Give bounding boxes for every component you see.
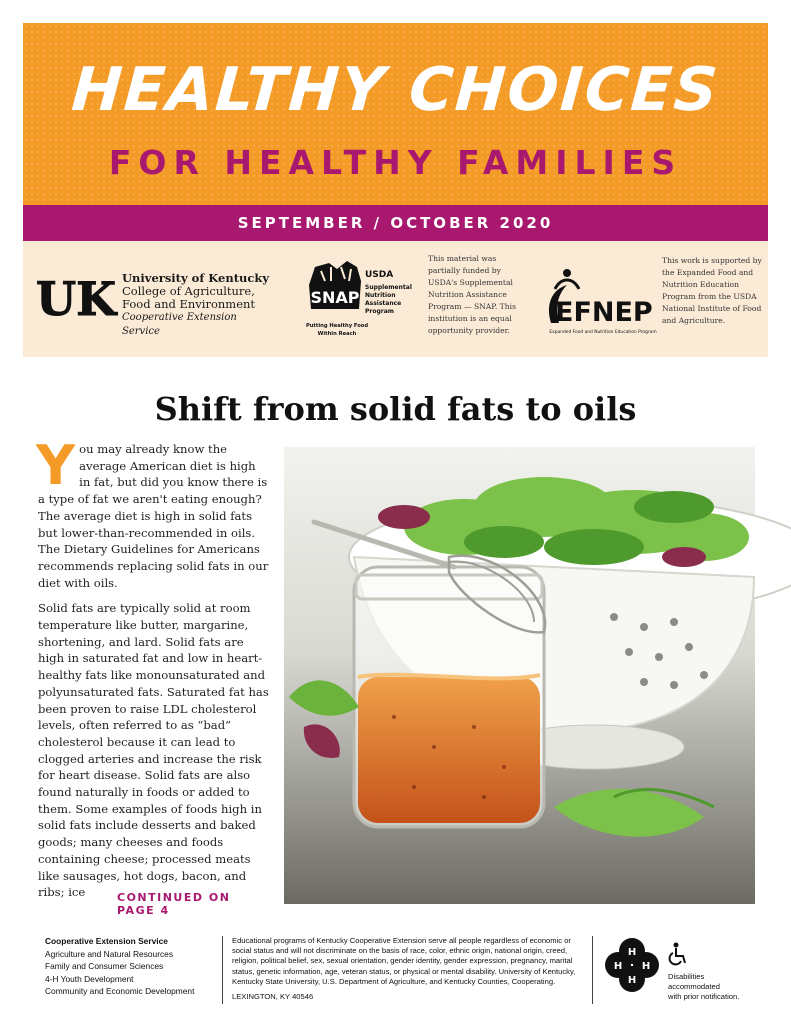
snap-disclaimer: This material was partially funded by USDA's Supplemental Nutrition Assistance Program — SNAP. This institution is an equal opportunity provider. [428,254,516,335]
masthead-banner [23,23,768,205]
article-body [36,434,270,901]
issue-date: SEPTEMBER / OCTOBER 2020 [23,205,768,241]
svg-text:USDA: USDA [365,270,394,280]
footer-program-item: 4-H Youth Development [45,973,134,984]
accessibility-line: Disabilities [668,972,705,981]
paragraph-1-text: ou may already know the average American diet is high in fat, but did you know there is a type of fat we aren't eating enough? The average diet is high in solid fats but lower-than-recommended in oils. The Dietary Guidelines for Americans recommends replacing solid fats in our diet with oils. [38,442,269,590]
svg-text:EFNEP: EFNEP [555,297,653,328]
svg-text:H: H [627,975,637,986]
uk-college-line1: College of Agriculture, [122,284,255,298]
accessibility-line: accommodated [668,982,720,991]
uk-college-line2: Food and Environment [122,297,256,311]
uk-extension: Cooperative Extension Service [122,312,237,337]
accessibility-note [668,972,778,1002]
svg-text:Supplemental: Supplemental [365,284,412,291]
uk-logo [35,271,117,326]
footer-program-item: Family and Consumer Sciences [45,961,164,972]
efnep-disclaimer: This work is supported by the Expanded Food and Nutrition Education Program from the USDA National Institute of Food and Agriculture. [662,256,762,325]
footer-program-item: Agriculture and Natural Resources [45,948,174,959]
svg-text:Assistance: Assistance [365,300,402,307]
vinaigrette-photo [284,447,755,904]
svg-text:H: H [641,961,651,972]
accessibility-line: with prior notification. [668,992,740,1001]
photo-illustration [284,447,755,904]
snap-logo [307,259,422,345]
footer-program-item: Community and Economic Development [45,986,195,997]
masthead-title: HEALTHY CHOICES [69,55,722,125]
drop-cap: Y [36,434,76,497]
footer [0,930,791,1024]
footer-programs [45,935,220,998]
footer-divider [592,936,593,1004]
efnep-logo [545,263,657,343]
masthead-subtitle: FOR HEALTHY FAMILIES [108,143,683,182]
accessibility-icon [668,942,688,966]
footer-divider [222,936,223,1004]
uk-wordmark [122,271,272,339]
svg-text:Expanded Food and Nutrition Ed: Expanded Food and Nutrition Education Program [549,330,657,335]
4h-clover-icon [603,936,661,994]
nondiscrimination-statement: Educational programs of Kentucky Cooperative Extension serve all people regardless of economic or social status and will not discriminate on the basis of race, color, ethnic origin, national origin, creed, religion, political belief, sex, sexual orientation, gender identity, gender expression, pregnancy, marital status, genetic information, age, veteran status, or physical or mental disability. University of Kentucky, Kentucky State University, U.S. Department of Agriculture, and Kentucky Counties, Cooperating. [232,936,576,986]
svg-text:Within Reach: Within Reach [317,331,357,337]
svg-text:Putting Healthy Food: Putting Healthy Food [305,323,369,329]
article-paragraph-1 [36,434,270,591]
article-headline: Shift from solid fats to oils [154,390,637,428]
footer-address: LEXINGTON, KY 40546 [232,992,314,1002]
article-paragraph-2: Solid fats are typically solid at room temperature like butter, margarine, shortening, and lard. Solid fats are high in saturated fat and low in heart-healthy fats like monounsaturated and polyunsaturated fats. Saturated fat has been proven to raise LDL cholesterol levels, often referred to as “bad” cholesterol because it can lead to clogged arteries and increase the risk for heart disease. Solid fats are also found naturally in foods or added to them. Some examples of foods high in solid fats include desserts and baked goods; many cheeses and foods containing cheese; processed meats like sausages, hot dogs, bacon, and ribs; ice [38,601,269,900]
svg-text:H: H [627,947,637,958]
sponsor-strip [23,241,768,357]
svg-text:Program: Program [365,308,395,315]
svg-text:H: H [613,961,623,972]
footer-nondiscrimination [232,936,584,1002]
continued-link[interactable]: CONTINUED ON PAGE 4 [117,891,231,917]
svg-text:UK: UK [35,272,117,326]
footer-program-title: Cooperative Extension Service [45,936,168,946]
svg-text:SNAP: SNAP [310,288,360,307]
svg-text:Nutrition: Nutrition [365,292,396,299]
uk-name: University of Kentucky [122,271,270,285]
